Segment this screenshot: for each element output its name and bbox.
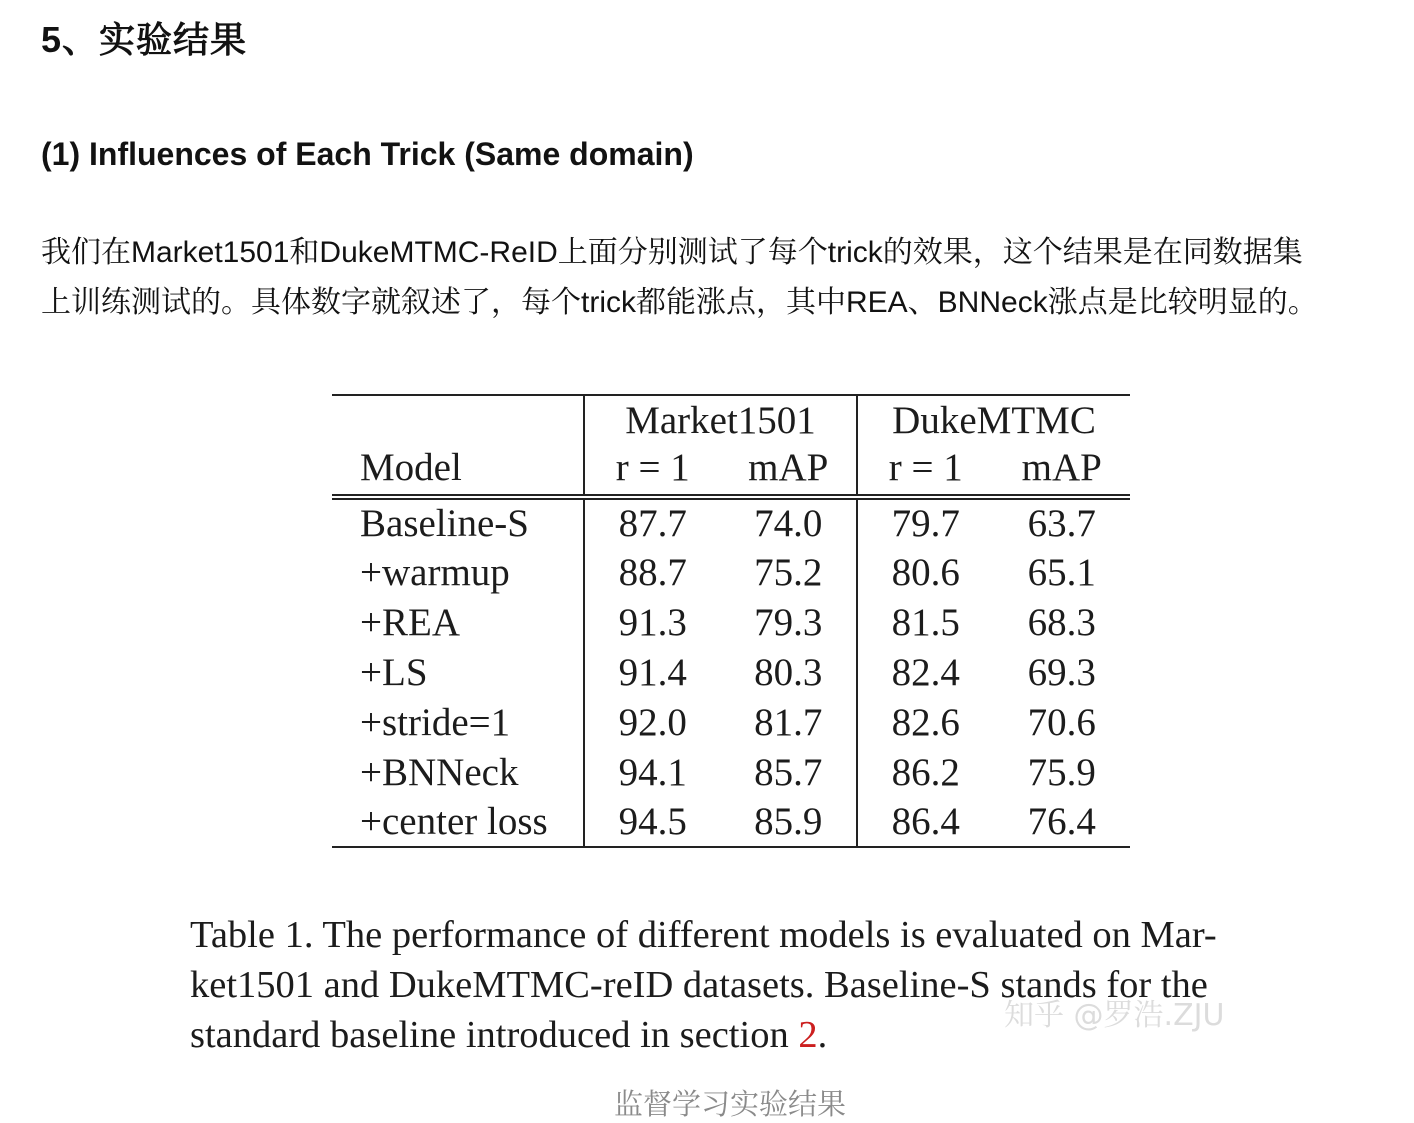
cell-duke-r1: 80.6 (857, 547, 994, 597)
paragraph-line-1: 我们在Market1501和DukeMTMC-ReID上面分别测试了每个trick的效果，这个结果是在同数据集 (41, 236, 1303, 269)
table-metric-header-row (332, 445, 1130, 497)
group-header-dukemtmc: DukeMTMC (857, 395, 1130, 445)
section-heading: 5、实验结果 (41, 19, 248, 60)
cell-duke-map: 63.7 (1027, 502, 1096, 545)
metric-header-duke-map: mAP (1021, 446, 1102, 489)
paragraph-line-2: 上训练测试的。具体数字就叙述了，每个trick都能涨点，其中REA、BNNeck涨点是比较明显的。 (41, 286, 1318, 319)
table-caption (190, 910, 1275, 1060)
cell-duke-map: 76.4 (1027, 800, 1096, 843)
row-model: +warmup (360, 550, 510, 594)
results-table (332, 394, 1130, 848)
cell-market-map: 79.3 (754, 600, 823, 644)
cell-market-r1: 91.4 (584, 647, 721, 697)
cell-market-map: 85.7 (754, 750, 823, 794)
model-column-header: Model (360, 446, 462, 489)
row-model: +LS (360, 650, 428, 694)
cell-market-r1: 87.7 (584, 497, 721, 547)
table-row (332, 697, 1130, 747)
cell-duke-map: 68.3 (1027, 600, 1096, 644)
cell-duke-r1: 82.6 (857, 697, 994, 747)
cell-duke-r1: 82.4 (857, 647, 994, 697)
table-caption-line-2: ket1501 and DukeMTMC-reID datasets. Baseline-S stands for the (190, 964, 1208, 1006)
metric-header-duke-r1: r = 1 (857, 445, 994, 497)
results-figure (0, 380, 1414, 1070)
table-row (332, 497, 1130, 547)
table-group-header-row (332, 395, 1130, 445)
watermark: 知乎 @罗浩.ZJU (1004, 998, 1225, 1033)
table-row (332, 747, 1130, 797)
cell-duke-r1: 81.5 (857, 597, 994, 647)
row-model: +center loss (360, 800, 548, 843)
cell-market-r1: 92.0 (584, 697, 721, 747)
subheading: (1) Influences of Each Trick (Same domain) (41, 136, 694, 172)
group-header-market1501: Market1501 (584, 395, 857, 445)
metric-header-market-r1: r = 1 (584, 445, 721, 497)
cell-duke-r1: 79.7 (857, 497, 994, 547)
cell-market-r1: 88.7 (584, 547, 721, 597)
caption-period: . (817, 1014, 828, 1056)
cell-market-r1: 94.1 (584, 747, 721, 797)
table-caption-line-1: Table 1. The performance of different models is evaluated on Mar- (190, 914, 1217, 956)
table-row (332, 647, 1130, 697)
cell-market-map: 80.3 (754, 650, 823, 694)
cell-duke-map: 70.6 (1027, 700, 1096, 744)
model-header-spacer (332, 395, 584, 445)
cell-market-r1: 94.5 (584, 797, 721, 847)
table-row (332, 797, 1130, 847)
table-row (332, 547, 1130, 597)
row-model: +REA (360, 600, 460, 644)
figure-caption: 监督学习实验结果 (613, 1089, 846, 1121)
caption-text: standard baseline introduced in section (190, 1014, 799, 1056)
intro-paragraph (41, 228, 1401, 328)
cell-market-map: 75.2 (754, 550, 823, 594)
section-reference-link[interactable]: 2 (798, 1014, 818, 1056)
cell-market-r1: 91.3 (584, 597, 721, 647)
row-model: Baseline-S (360, 502, 529, 545)
cell-market-map: 85.9 (754, 800, 823, 843)
cell-market-map: 74.0 (754, 502, 823, 545)
table-row (332, 597, 1130, 647)
row-model: +stride=1 (360, 700, 511, 744)
cell-duke-r1: 86.2 (857, 747, 994, 797)
row-model: +BNNeck (360, 750, 519, 794)
cell-market-map: 81.7 (754, 700, 823, 744)
metric-header-market-map: mAP (748, 446, 829, 489)
cell-duke-map: 65.1 (1027, 550, 1096, 594)
cell-duke-map: 75.9 (1027, 750, 1096, 794)
cell-duke-map: 69.3 (1027, 650, 1096, 694)
cell-duke-r1: 86.4 (857, 797, 994, 847)
